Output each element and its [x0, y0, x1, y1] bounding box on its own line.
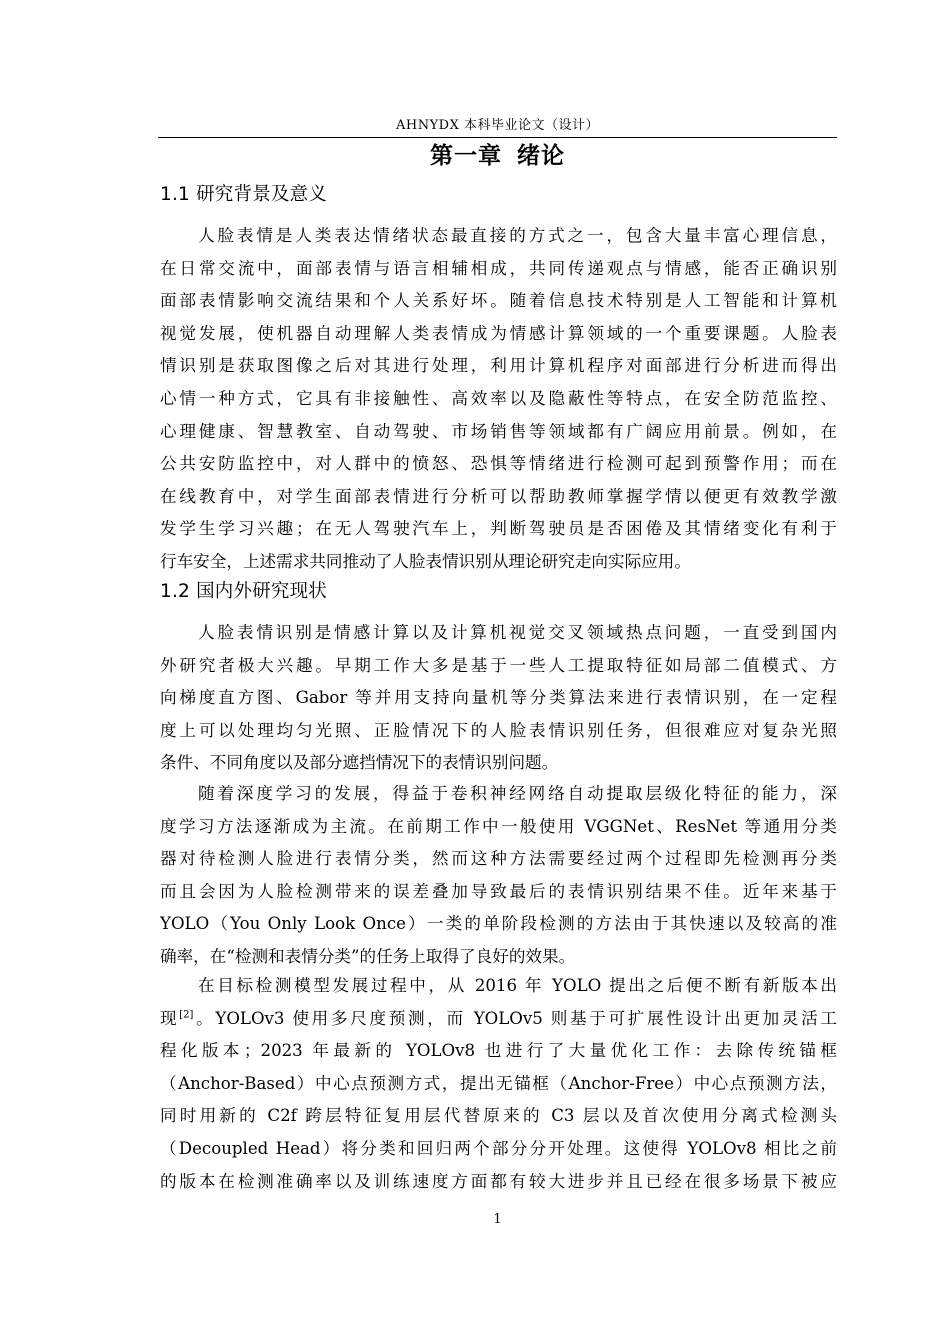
- paragraph-line: 器对待检测人脸进行表情分类，然而这种方法需要经过两个过程即先检测再分类: [160, 849, 837, 869]
- paragraph-line: 的版本在检测准确率以及训练速度方面都有较大进步并且已经在很多场景下被应: [160, 1171, 837, 1191]
- paragraph-status-yolo: [160, 970, 837, 1198]
- paragraph-line: 行车安全，上述需求共同推动了人脸表情识别从理论研究走向实际应用。: [160, 551, 691, 571]
- paragraph-line: 随着深度学习的发展，得益于卷积神经网络自动提取层级化特征的能力，深: [198, 784, 837, 803]
- paragraph-line: 条件、不同角度以及部分遮挡情况下的表情识别问题。: [160, 753, 559, 773]
- chapter-title: 第一章 绪论: [429, 143, 565, 169]
- paragraph-line: （Anchor-Based）中心点预测方式，提出无锚框（Anchor-Free）中心点预测方法，: [160, 1073, 837, 1093]
- paragraph-line-with-citation: [160, 1003, 837, 1036]
- header-rule: [158, 137, 837, 138]
- paragraph-line: 人脸表情是人类表达情绪状态最直接的方式之一，包含大量丰富心理信息，: [198, 226, 837, 245]
- paragraph-line: 程化版本；2023 年最新的 YOLOv8 也进行了大量优化工作：去除传统锚框: [160, 1041, 837, 1061]
- running-header: AHNYDX 本科毕业论文（设计）: [396, 118, 599, 133]
- paragraph-line: YOLO（You Only Look Once）一类的单阶段检测的方法由于其快速以及较高的准: [160, 914, 837, 934]
- paragraph-line: 面部表情影响交流结果和个人关系好坏。随着信息技术特别是人工智能和计算机: [160, 291, 837, 311]
- paragraph-line: 心理健康、智慧教室、自动驾驶、市场销售等领域都有广阔应用前景。例如，在: [160, 421, 837, 441]
- paragraph-line: （Decoupled Head）将分类和回归两个部分分开处理。这使得 YOLOv8 相比之前: [160, 1138, 837, 1158]
- paragraph-line: 在线教育中，对学生面部表情进行分析可以帮助教师掌握学情以便更有效教学激: [160, 486, 837, 506]
- section-heading-1-1: 1.1 研究背景及意义: [160, 184, 328, 205]
- paragraph-line: 确率，在“检测和表情分类”的任务上取得了良好的效果。: [160, 946, 576, 966]
- citation-reference: [2]: [179, 1009, 194, 1021]
- paragraph-line: 发学生学习兴趣；在无人驾驶汽车上，判断驾驶员是否困倦及其情绪变化有利于: [160, 519, 837, 539]
- paragraph-line: 心情一种方式，它具有非接触性、高效率以及隐蔽性等特点，在安全防范监控、: [160, 388, 837, 408]
- paragraph-line: 视觉发展，使机器自动理解人类表情成为情感计算领域的一个重要课题。人脸表: [160, 323, 837, 343]
- paragraph-line: 公共安防监控中，对人群中的愤怒、恐惧等情绪进行检测可起到预警作用；而在: [160, 454, 837, 474]
- paragraph-line: 情识别是获取图像之后对其进行处理，利用计算机程序对面部进行分析进而得出: [160, 356, 837, 376]
- paragraph-text: 现: [160, 1008, 180, 1028]
- paragraph-background: [160, 220, 837, 579]
- paragraph-line: 而且会因为人脸检测带来的误差叠加导致最后的表情识别结果不佳。近年来基于: [160, 881, 837, 901]
- paragraph-status-early: [160, 617, 837, 780]
- page-number: 1: [493, 1212, 502, 1227]
- paragraph-line: 在目标检测模型发展过程中，从 2016 年 YOLO 提出之后便不断有新版本出: [198, 976, 837, 995]
- paragraph-line: 人脸表情识别是情感计算以及计算机视觉交叉领域热点问题，一直受到国内: [198, 623, 837, 642]
- paragraph-line: 外研究者极大兴趣。早期工作大多是基于一些人工提取特征如局部二值模式、方: [160, 655, 837, 675]
- section-heading-1-2: 1.2 国内外研究现状: [160, 581, 328, 602]
- paragraph-line: 在日常交流中，面部表情与语言相辅相成，共同传递观点与情感，能否正确识别: [160, 258, 837, 278]
- paragraph-line: 向梯度直方图、Gabor 等并用支持向量机等分类算法来进行表情识别，在一定程: [160, 688, 837, 708]
- paragraph-text: 。YOLOv3 使用多尺度预测，而 YOLOv5 则基于可扩展性设计出更加灵活工: [193, 1008, 837, 1028]
- paragraph-line: 度上可以处理均匀光照、正脸情况下的人脸表情识别任务，但很难应对复杂光照: [160, 720, 837, 740]
- paragraph-line: 同时用新的 C2f 跨层特征复用层代替原来的 C3 层以及首次使用分离式检测头: [160, 1106, 837, 1126]
- paragraph-status-deep: [160, 778, 837, 974]
- paragraph-line: 度学习方法逐渐成为主流。在前期工作中一般使用 VGGNet、ResNet 等通用分类: [160, 816, 837, 836]
